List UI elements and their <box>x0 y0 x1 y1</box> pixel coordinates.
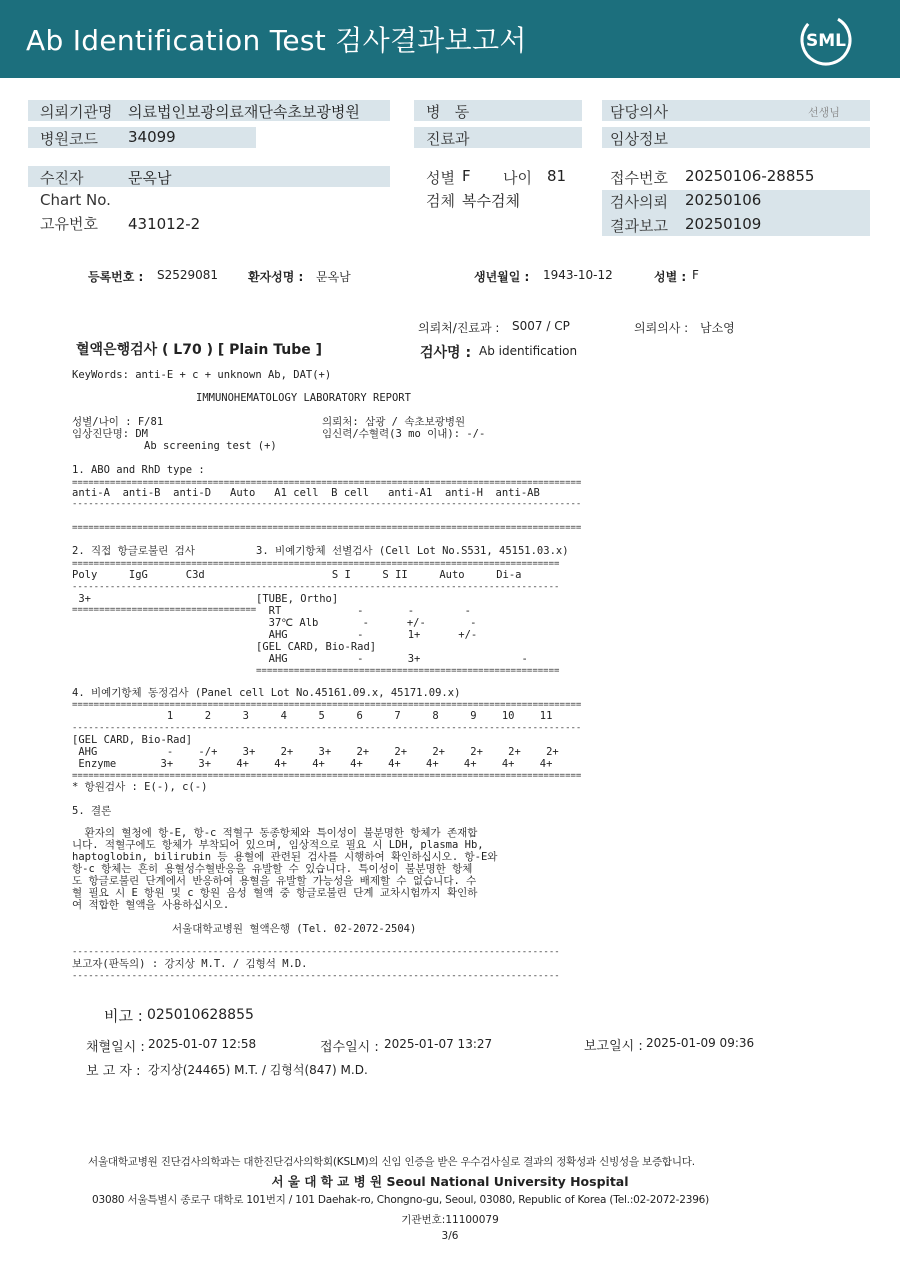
reporter-label: 보 고 자 : <box>86 1064 141 1079</box>
report-title-line: IMMUNOHEMATOLOGY LABORATORY REPORT <box>196 392 411 404</box>
doctor-value: 선생님 <box>808 106 840 119</box>
result-date-value: 20250109 <box>685 215 762 233</box>
conclusion-line: 니다. 적혈구에도 항체가 부착되어 있으며, 임상적으로 필요 시 LDH, plasma Hb, <box>72 839 484 851</box>
sec3-row: RT - - - <box>256 605 471 617</box>
sml-logo <box>800 14 852 66</box>
org-label: 의뢰기관명 <box>40 103 113 121</box>
sec3-headers: S I S II Auto Di-a <box>256 569 522 581</box>
report-value: 2025-01-09 09:36 <box>646 1036 755 1050</box>
separator: ================================== <box>72 559 257 569</box>
hospital-name: 서 울 대 학 교 병 원 Seoul National University Hospital <box>271 1174 629 1189</box>
doctor-label: 담당의사 <box>610 103 668 121</box>
sec1-title: 1. ABO and RhD type : <box>72 464 205 476</box>
sec3-row: 37℃ Alb - +/- - <box>256 617 477 629</box>
sec4-row: [GEL CARD, Bio-Rad] <box>72 734 193 746</box>
certification-text: 서울대학교병원 진단검사의학과는 대한진단검사의학회(KSLM)의 신임 인증을 받은 우수검사실로 결과의 정확성과 신빙성을 보증합니다. <box>88 1156 695 1168</box>
reg-no-label: 등록번호 : <box>88 270 144 284</box>
sec2-title: 2. 직접 항글로불린 검사 <box>72 545 195 557</box>
request-date-value: 20250106 <box>685 191 762 209</box>
sex-age-line: 성별/나이 : F/81 <box>72 416 164 428</box>
result-date-label: 결과보고 <box>610 217 668 235</box>
patient-name-value: 문옥남 <box>316 270 351 284</box>
keywords: KeyWords: anti-E + c + unknown Ab, DAT(+) <box>72 369 332 381</box>
pregnancy-line: 임신력/수혈력(3 mo 이내): -/- <box>322 428 486 440</box>
req-doctor-label: 의뢰의사 : <box>634 321 689 335</box>
page-number: 3/6 <box>441 1230 459 1242</box>
separator: ------------------------------------------------------------------------------------------ <box>72 971 560 981</box>
sec4-headers: 1 2 3 4 5 6 7 8 9 10 11 <box>72 710 553 722</box>
sec2-headers: Poly IgG C3d <box>72 569 205 581</box>
reg-no-value: S2529081 <box>157 268 219 282</box>
separator: ============================================================================================== <box>72 523 582 533</box>
patient-value: 문옥남 <box>128 169 172 187</box>
hospcode-value: 34099 <box>128 128 176 146</box>
blood-bank-line: 서울대학교병원 혈액은행 (Tel. 02-2072-2504) <box>172 923 417 935</box>
dob-value: 1943-10-12 <box>543 268 613 282</box>
dob-label: 생년월일 : <box>474 270 530 284</box>
request-date-label: 검사의뢰 <box>610 193 668 211</box>
pl-sex-label: 성별 : <box>654 270 687 284</box>
test-name-label: 검사명 : <box>420 345 472 361</box>
separator: ================================== <box>72 605 257 615</box>
collect-value: 2025-01-07 12:58 <box>148 1037 257 1051</box>
org-value: 의료법인보광의료재단속초보광병원 <box>128 103 360 121</box>
separator: ------------------------------------------------------------------------------------------ <box>72 947 560 957</box>
report-title: Ab Identification Test 검사결과보고서 <box>26 24 527 57</box>
sec5-title: 5. 결론 <box>72 805 112 817</box>
reporter-value: 강지상(24465) M.T. / 김형석(847) M.D. <box>148 1063 368 1077</box>
separator: ======================================================== <box>256 666 560 676</box>
receipt-no-label: 접수번호 <box>610 169 668 187</box>
hospital-address: 03080 서울특별시 종로구 대학로 101번지 / 101 Daehak-ro, Chongno-gu, Seoul, 03080, Republic of Korea (Tel.:02-2072-2396) <box>92 1194 710 1206</box>
specimen-value: 복수검체 <box>462 192 520 210</box>
separator: ---------------------------------- <box>72 582 257 592</box>
unique-no-value: 431012-2 <box>128 215 201 233</box>
receipt-no-value: 20250106-28855 <box>685 167 815 185</box>
age-label: 나이 <box>503 169 532 187</box>
sec4-title: 4. 비예기항체 동정검사 (Panel cell Lot No.45161.09.x, 45171.09.x) <box>72 687 461 699</box>
pl-sex-value: F <box>692 268 699 282</box>
sec4-row: Enzyme 3+ 3+ 4+ 4+ 4+ 4+ 4+ 4+ 4+ 4+ 4+ <box>72 758 553 770</box>
req-doctor-value: 남소영 <box>700 321 735 335</box>
patient-label: 수진자 <box>40 169 84 187</box>
antigen-line: * 항원검사 : E(-), c(-) <box>72 781 208 793</box>
separator: ============================================================================================== <box>72 700 582 710</box>
sec3-row: AHG - 3+ - <box>256 653 528 665</box>
report-header <box>0 0 900 78</box>
separator: ============================================================================================== <box>72 478 582 488</box>
client-value: S007 / CP <box>512 319 570 333</box>
conclusion-line: 여 적합한 혈액을 사용하십시오. <box>72 899 230 911</box>
diagnosis-line: 임상진단명: DM <box>72 428 149 440</box>
chart-no-label: Chart No. <box>40 191 111 209</box>
separator: ---------------------------------------------------------------------------------------------- <box>72 499 582 509</box>
sec1-headers: anti-A anti-B anti-D Auto A1 cell B cell anti-A1 anti-H anti-AB <box>72 487 540 499</box>
sex-value: F <box>462 167 471 185</box>
reporter-line: 보고자(판독의) : 강지상 M.T. / 김형석 M.D. <box>72 958 308 970</box>
conclusion-line: 혈 필요 시 E 항원 및 c 항원 음성 혈액 중 항글로불린 단계 교차시험까지 확인하 <box>72 887 478 899</box>
test-name-value: Ab identification <box>479 344 578 358</box>
sec4-row: AHG - -/+ 3+ 2+ 3+ 2+ 2+ 2+ 2+ 2+ 2+ <box>72 746 559 758</box>
org-number: 기관번호:11100079 <box>401 1214 499 1226</box>
receipt-label: 접수일시 : <box>320 1040 379 1055</box>
ward-label: 병 동 <box>426 103 470 121</box>
dept-label: 진료과 <box>426 130 470 148</box>
unique-no-label: 고유번호 <box>40 215 98 233</box>
hospcode-label: 병원코드 <box>40 130 98 148</box>
collect-label: 채혈일시 : <box>86 1040 145 1055</box>
separator: ============================================================================================== <box>72 771 582 781</box>
sec3-row: [TUBE, Ortho] <box>256 593 339 605</box>
clinical-label: 임상정보 <box>610 130 668 148</box>
conclusion-line: 항-c 항체는 흔히 용혈성수혈반응을 유발할 수 있습니다. 특이성이 불분명한 항체 <box>72 863 473 875</box>
conclusion-line: 환자의 혈청에 항-E, 항-c 적혈구 동종항체와 특이성이 불분명한 항체가 존재합 <box>72 827 478 839</box>
sec3-row: AHG - 1+ +/- <box>256 629 478 641</box>
client-label: 의뢰처/진료과 : <box>418 321 500 335</box>
sec3-title: 3. 비예기항체 선별검사 (Cell Lot No.S531, 45151.03.x) <box>256 545 569 557</box>
report-label: 보고일시 : <box>584 1039 643 1054</box>
age-value: 81 <box>547 167 567 185</box>
patient-name-label: 환자성명 : <box>248 270 304 284</box>
sex-label: 성별 <box>426 169 455 187</box>
specimen-label: 검체 <box>426 192 455 210</box>
receipt-value: 2025-01-07 13:27 <box>384 1037 493 1051</box>
conclusion-line: haptoglobin, bilirubin 등 용혈에 관련된 검사를 시행하여 확인하십시오. 항-E와 <box>72 851 498 863</box>
separator: ======================================================== <box>256 559 560 569</box>
test-category: 혈액은행검사 ( L70 ) [ Plain Tube ] <box>76 342 323 358</box>
sec2-values: 3+ <box>72 593 91 605</box>
conclusion-line: 도 항글로불린 단계에서 반응하여 용혈을 유발할 가능성을 배제할 수 없습니다. 수 <box>72 875 477 887</box>
separator: ---------------------------------------------------------------------------------------------- <box>72 723 582 733</box>
screening-line: Ab screening test (+) <box>144 440 277 452</box>
client-line: 의뢰처: 삼광 / 속초보광병원 <box>322 416 466 428</box>
separator: -------------------------------------------------------- <box>256 582 560 592</box>
remark-label: 비고 : <box>104 1007 143 1025</box>
sml-logo-text: SML <box>806 31 846 51</box>
sec3-row: [GEL CARD, Bio-Rad] <box>256 641 377 653</box>
remark-value: 025010628855 <box>147 1007 254 1023</box>
